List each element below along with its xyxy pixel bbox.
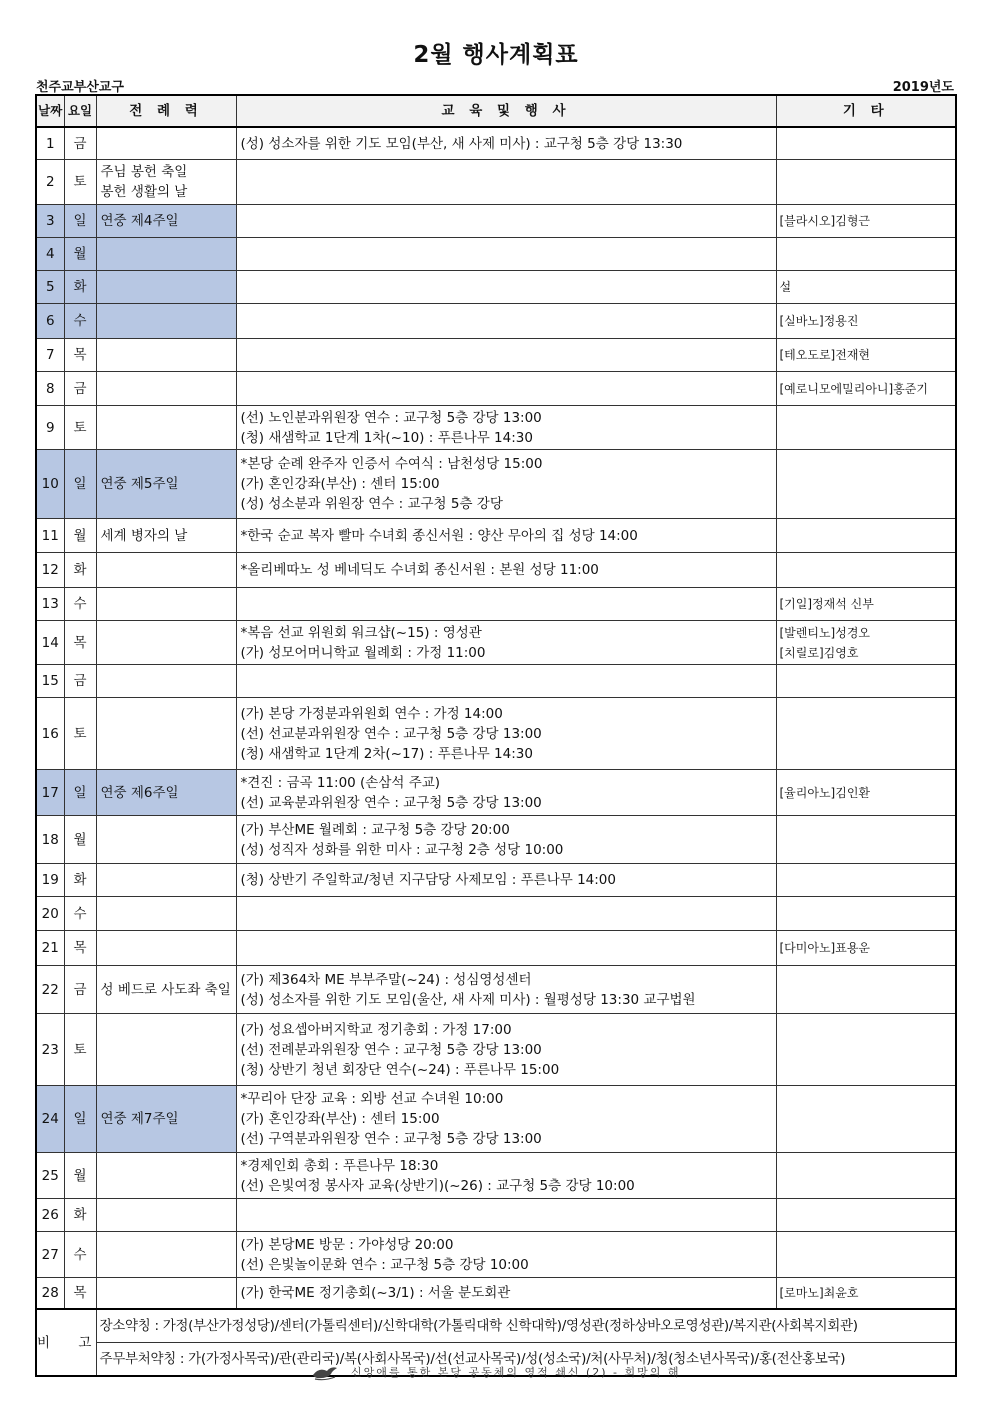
day-cell: 28 xyxy=(36,1278,64,1310)
weekday-cell: 일 xyxy=(64,205,96,238)
liturgy-cell xyxy=(96,205,236,238)
liturgy-cell xyxy=(96,406,236,450)
events-cell xyxy=(236,1014,776,1086)
remarks-dept-abbrev: 주무부처약칭 : 가(가정사목국)/관(관리국)/복(사회사목국)/선(선교사목국)/성(성소국)/처(사무처)/청(청소년사목국)/홍(전산홍보국) xyxy=(96,1343,956,1377)
events-cell-line: (성) 성직자 성화를 위한 미사 : 교구청 2층 성당 10:00 xyxy=(240,841,564,858)
events-cell-line: (가) 본당 가정분과위원회 연수 : 가정 14:00 xyxy=(240,705,503,722)
weekday-cell: 목 xyxy=(64,339,96,372)
weekday-cell: 화 xyxy=(64,1199,96,1232)
weekday-cell: 수 xyxy=(64,1232,96,1278)
weekday-cell: 토 xyxy=(64,698,96,770)
day-cell: 8 xyxy=(36,372,64,406)
weekday-cell: 월 xyxy=(64,1153,96,1199)
schedule-body xyxy=(36,127,956,1309)
weekday-cell: 화 xyxy=(64,553,96,588)
liturgy-cell xyxy=(96,966,236,1014)
day-cell: 25 xyxy=(36,1153,64,1199)
day-cell: 17 xyxy=(36,770,64,816)
events-cell-line: (선) 은빛놀이문화 연수 : 교구청 5층 강당 10:00 xyxy=(240,1256,529,1273)
liturgy-cell xyxy=(96,271,236,304)
header-notes: 기 타 xyxy=(776,95,956,127)
schedule-row xyxy=(36,238,956,271)
header-day: 날짜 xyxy=(36,95,64,127)
liturgy-cell xyxy=(96,588,236,621)
weekday-cell: 수 xyxy=(64,897,96,931)
schedule-row xyxy=(36,127,956,160)
page-title: 2월 행사계획표 xyxy=(413,42,579,68)
events-cell-line: (가) 성요셉아버지학교 정기총회 : 가정 17:00 xyxy=(240,1021,512,1038)
weekday-cell: 목 xyxy=(64,1278,96,1310)
liturgy-cell xyxy=(96,698,236,770)
day-cell: 23 xyxy=(36,1014,64,1086)
notes-cell xyxy=(776,770,956,816)
liturgy-cell xyxy=(96,519,236,553)
liturgy-cell xyxy=(96,450,236,519)
footer-motto xyxy=(0,1364,992,1381)
events-cell-line: (선) 노인분과위원장 연수 : 교구청 5층 강당 13:00 xyxy=(240,409,542,426)
events-cell xyxy=(236,621,776,665)
day-cell: 18 xyxy=(36,816,64,864)
schedule-row xyxy=(36,1232,956,1278)
year-label: 2019년도 xyxy=(892,80,954,95)
weekday-cell: 화 xyxy=(64,271,96,304)
events-cell xyxy=(236,205,776,238)
events-cell xyxy=(236,1278,776,1310)
liturgy-cell-line: 성 베드로 사도좌 축일 xyxy=(100,981,231,998)
weekday-cell: 일 xyxy=(64,770,96,816)
events-cell xyxy=(236,450,776,519)
notes-cell xyxy=(776,127,956,160)
liturgy-cell xyxy=(96,1086,236,1153)
events-cell xyxy=(236,372,776,406)
events-cell-line: *경제인회 총회 : 푸른나무 18:30 xyxy=(240,1157,439,1174)
weekday-cell: 수 xyxy=(64,588,96,621)
schedule-row xyxy=(36,1153,956,1199)
notes-cell xyxy=(776,864,956,897)
notes-cell xyxy=(776,816,956,864)
liturgy-cell xyxy=(96,621,236,665)
notes-cell-line: [다미아노]표용운 xyxy=(779,941,871,955)
schedule-row xyxy=(36,372,956,406)
notes-cell-line: [실바노]정용진 xyxy=(779,314,859,328)
events-cell xyxy=(236,897,776,931)
day-cell: 9 xyxy=(36,406,64,450)
events-cell xyxy=(236,966,776,1014)
events-cell-line: (청) 새샘학교 1단계 1차(~10) : 푸른나무 14:30 xyxy=(240,429,533,446)
notes-cell xyxy=(776,621,956,665)
notes-cell xyxy=(776,238,956,271)
liturgy-cell xyxy=(96,372,236,406)
schedule-row xyxy=(36,588,956,621)
schedule-row xyxy=(36,897,956,931)
events-cell-line: (선) 전례분과위원장 연수 : 교구청 5층 강당 13:00 xyxy=(240,1041,542,1058)
weekday-cell: 월 xyxy=(64,238,96,271)
organization-name: 천주교부산교구 xyxy=(36,80,124,95)
events-cell-line: (청) 상반기 주일학교/청년 지구담당 사제모임 : 푸른나무 14:00 xyxy=(240,872,616,888)
notes-cell-line: 설 xyxy=(779,280,792,294)
events-cell-line: *한국 순교 복자 빨마 수녀회 종신서원 : 양산 무아의 집 성당 14:00 xyxy=(240,527,638,544)
day-cell: 26 xyxy=(36,1199,64,1232)
notes-cell xyxy=(776,966,956,1014)
notes-cell-line: [로마노]최윤호 xyxy=(779,1286,859,1300)
liturgy-cell xyxy=(96,238,236,271)
liturgy-cell xyxy=(96,339,236,372)
notes-cell xyxy=(776,339,956,372)
schedule-row xyxy=(36,339,956,372)
notes-cell xyxy=(776,372,956,406)
notes-cell xyxy=(776,1153,956,1199)
schedule-row xyxy=(36,304,956,339)
events-cell-line: *꾸리아 단장 교육 : 외방 선교 수녀원 10:00 xyxy=(240,1091,504,1107)
liturgy-cell xyxy=(96,931,236,966)
events-cell xyxy=(236,770,776,816)
events-cell xyxy=(236,519,776,553)
schedule-row xyxy=(36,271,956,304)
notes-cell-line: [율리아노]김인환 xyxy=(779,785,871,800)
events-cell xyxy=(236,931,776,966)
events-cell xyxy=(236,160,776,205)
notes-cell-line: [기일]정재석 신부 xyxy=(779,597,874,611)
events-cell-line: (가) 본당ME 방문 : 가야성당 20:00 xyxy=(240,1236,454,1253)
header-liturgy: 전 례 력 xyxy=(96,95,236,127)
notes-cell xyxy=(776,205,956,238)
liturgy-cell xyxy=(96,897,236,931)
schedule-row xyxy=(36,770,956,816)
schedule-row xyxy=(36,931,956,966)
schedule-row xyxy=(36,1278,956,1310)
day-cell: 13 xyxy=(36,588,64,621)
notes-cell xyxy=(776,698,956,770)
day-cell: 12 xyxy=(36,553,64,588)
schedule-row xyxy=(36,1014,956,1086)
notes-cell xyxy=(776,1232,956,1278)
events-cell xyxy=(236,271,776,304)
day-cell: 7 xyxy=(36,339,64,372)
day-cell: 22 xyxy=(36,966,64,1014)
events-cell-line: *복음 선교 위원회 워크샵(~15) : 영성관 xyxy=(240,624,482,641)
header-events: 교 육 및 행 사 xyxy=(236,95,776,127)
events-cell-line: *올리베따노 성 베네딕도 수녀회 종신서원 : 본원 성당 11:00 xyxy=(240,562,599,578)
liturgy-cell xyxy=(96,1014,236,1086)
weekday-cell: 금 xyxy=(64,372,96,406)
weekday-cell: 목 xyxy=(64,931,96,966)
liturgy-cell xyxy=(96,665,236,698)
day-cell: 15 xyxy=(36,665,64,698)
weekday-cell: 월 xyxy=(64,816,96,864)
events-cell xyxy=(236,1199,776,1232)
schedule-row xyxy=(36,966,956,1014)
schedule-row xyxy=(36,864,956,897)
notes-cell xyxy=(776,519,956,553)
events-cell-line: (청) 새샘학교 1단계 2차(~17) : 푸른나무 14:30 xyxy=(240,745,533,762)
weekday-cell: 수 xyxy=(64,304,96,339)
events-cell-line: (가) 제364차 ME 부부주말(~24) : 성심영성센터 xyxy=(240,971,532,988)
events-cell-line: (선) 교육분과위원장 연수 : 교구청 5층 강당 13:00 xyxy=(240,794,542,811)
events-cell-line: (가) 한국ME 정기총회(~3/1) : 서울 분도회관 xyxy=(240,1285,511,1301)
events-cell xyxy=(236,406,776,450)
weekday-cell: 토 xyxy=(64,406,96,450)
day-cell: 5 xyxy=(36,271,64,304)
events-cell xyxy=(236,339,776,372)
day-cell: 10 xyxy=(36,450,64,519)
day-cell: 4 xyxy=(36,238,64,271)
events-cell-line: (성) 성소자를 위한 기도 모임(울산, 새 사제 미사) : 월평성당 13:30 교구법원 xyxy=(240,991,696,1008)
notes-cell xyxy=(776,897,956,931)
schedule-row xyxy=(36,1086,956,1153)
liturgy-cell-line: 연중 제4주일 xyxy=(100,213,179,229)
dove-logo-icon xyxy=(311,1365,339,1381)
events-cell xyxy=(236,864,776,897)
liturgy-cell-line: 연중 제6주일 xyxy=(100,784,179,801)
liturgy-cell xyxy=(96,1232,236,1278)
events-cell-line: (성) 성소자를 위한 기도 모임(부산, 새 사제 미사) : 교구청 5층 강당 13:30 xyxy=(240,135,683,152)
events-cell-line: *본당 순례 완주자 인증서 수여식 : 남천성당 15:00 xyxy=(240,456,543,472)
schedule-row xyxy=(36,205,956,238)
notes-cell xyxy=(776,160,956,205)
weekday-cell: 금 xyxy=(64,966,96,1014)
liturgy-cell-line: 봉헌 생활의 날 xyxy=(100,184,188,200)
liturgy-cell xyxy=(96,1199,236,1232)
liturgy-cell-line: 연중 제5주일 xyxy=(100,476,179,492)
events-cell-line: (선) 선교분과위원장 연수 : 교구청 5층 강당 13:00 xyxy=(240,725,542,742)
schedule-row xyxy=(36,553,956,588)
liturgy-cell xyxy=(96,1278,236,1310)
header-row xyxy=(36,95,956,127)
events-cell-line: (가) 부산ME 월례회 : 교구청 5층 강당 20:00 xyxy=(240,821,510,838)
notes-cell xyxy=(776,931,956,966)
liturgy-cell xyxy=(96,864,236,897)
notes-cell-line: [테오도로]전재현 xyxy=(779,348,871,362)
events-cell xyxy=(236,1153,776,1199)
schedule-row xyxy=(36,698,956,770)
day-cell: 3 xyxy=(36,205,64,238)
notes-cell xyxy=(776,271,956,304)
liturgy-cell-line: 세계 병자의 날 xyxy=(100,527,188,544)
day-cell: 14 xyxy=(36,621,64,665)
events-cell xyxy=(236,1232,776,1278)
weekday-cell: 토 xyxy=(64,160,96,205)
events-cell xyxy=(236,304,776,339)
weekday-cell: 일 xyxy=(64,450,96,519)
events-cell xyxy=(236,238,776,271)
liturgy-cell xyxy=(96,127,236,160)
notes-cell xyxy=(776,588,956,621)
schedule-table xyxy=(35,94,957,1377)
weekday-cell: 화 xyxy=(64,864,96,897)
day-cell: 16 xyxy=(36,698,64,770)
day-cell: 24 xyxy=(36,1086,64,1153)
events-cell xyxy=(236,816,776,864)
schedule-row xyxy=(36,1199,956,1232)
notes-cell xyxy=(776,665,956,698)
liturgy-cell xyxy=(96,553,236,588)
weekday-cell: 월 xyxy=(64,519,96,553)
events-cell-line: (가) 혼인강좌(부산) : 센터 15:00 xyxy=(240,476,440,492)
weekday-cell: 목 xyxy=(64,621,96,665)
schedule-row xyxy=(36,816,956,864)
liturgy-cell xyxy=(96,770,236,816)
day-cell: 27 xyxy=(36,1232,64,1278)
events-cell-line: (가) 성모어머니학교 월례회 : 가정 11:00 xyxy=(240,644,486,661)
day-cell: 19 xyxy=(36,864,64,897)
notes-cell xyxy=(776,406,956,450)
notes-cell-line: [발렌티노]성경오 xyxy=(779,625,871,640)
notes-cell-line: [치릴로]김영호 xyxy=(779,645,859,660)
footer-text: 신앙애를 통한 본당 공동체의 영적 쇄신 (2) - 희망의 해 xyxy=(350,1366,681,1379)
remarks-place-abbrev: 장소약칭 : 가정(부산가정성당)/센터(가톨릭센터)/신학대학(가톨릭대학 신학대학)/영성관(정하상바오로영성관)/복지관(사회복지회관) xyxy=(96,1309,956,1343)
weekday-cell: 금 xyxy=(64,127,96,160)
day-cell: 20 xyxy=(36,897,64,931)
liturgy-cell-line: 주님 봉헌 축일 xyxy=(100,164,188,180)
weekday-cell: 금 xyxy=(64,665,96,698)
events-cell xyxy=(236,127,776,160)
events-cell xyxy=(236,1086,776,1153)
notes-cell xyxy=(776,553,956,588)
day-cell: 2 xyxy=(36,160,64,205)
day-cell: 6 xyxy=(36,304,64,339)
events-cell xyxy=(236,665,776,698)
events-cell xyxy=(236,553,776,588)
events-cell-line: (선) 은빛여정 봉사자 교육(상반기)(~26) : 교구청 5층 강당 10:00 xyxy=(240,1177,635,1194)
notes-cell xyxy=(776,1278,956,1310)
day-cell: 1 xyxy=(36,127,64,160)
liturgy-cell xyxy=(96,304,236,339)
schedule-row xyxy=(36,665,956,698)
notes-cell-line: [블라시오]김형근 xyxy=(779,214,871,228)
events-cell-line: *견진 : 금곡 11:00 (손삼석 주교) xyxy=(240,774,441,791)
remarks-row xyxy=(36,1309,956,1343)
schedule-row xyxy=(36,406,956,450)
notes-cell xyxy=(776,1014,956,1086)
notes-cell xyxy=(776,1086,956,1153)
weekday-cell: 일 xyxy=(64,1086,96,1153)
schedule-row xyxy=(36,160,956,205)
events-cell-line: (성) 성소분과 위원장 연수 : 교구청 5층 강당 xyxy=(240,496,503,512)
weekday-cell: 토 xyxy=(64,1014,96,1086)
remarks-label: 비 고 xyxy=(36,1309,96,1376)
liturgy-cell xyxy=(96,160,236,205)
schedule-row xyxy=(36,621,956,665)
events-cell xyxy=(236,698,776,770)
schedule-row xyxy=(36,519,956,553)
liturgy-cell-line: 연중 제7주일 xyxy=(100,1111,179,1127)
notes-cell xyxy=(776,304,956,339)
events-cell-line: (가) 혼인강좌(부산) : 센터 15:00 xyxy=(240,1111,440,1127)
events-cell-line: (선) 구역분과위원장 연수 : 교구청 5층 강당 13:00 xyxy=(240,1131,542,1147)
schedule-row xyxy=(36,450,956,519)
notes-cell xyxy=(776,450,956,519)
liturgy-cell xyxy=(96,816,236,864)
day-cell: 21 xyxy=(36,931,64,966)
events-cell-line: (청) 상반기 청년 회장단 연수(~24) : 푸른나무 15:00 xyxy=(240,1061,560,1078)
header-weekday: 요일 xyxy=(64,95,96,127)
events-cell xyxy=(236,588,776,621)
liturgy-cell xyxy=(96,1153,236,1199)
notes-cell xyxy=(776,1199,956,1232)
notes-cell-line: [예로니모에밀리아니]홍준기 xyxy=(779,381,928,396)
day-cell: 11 xyxy=(36,519,64,553)
